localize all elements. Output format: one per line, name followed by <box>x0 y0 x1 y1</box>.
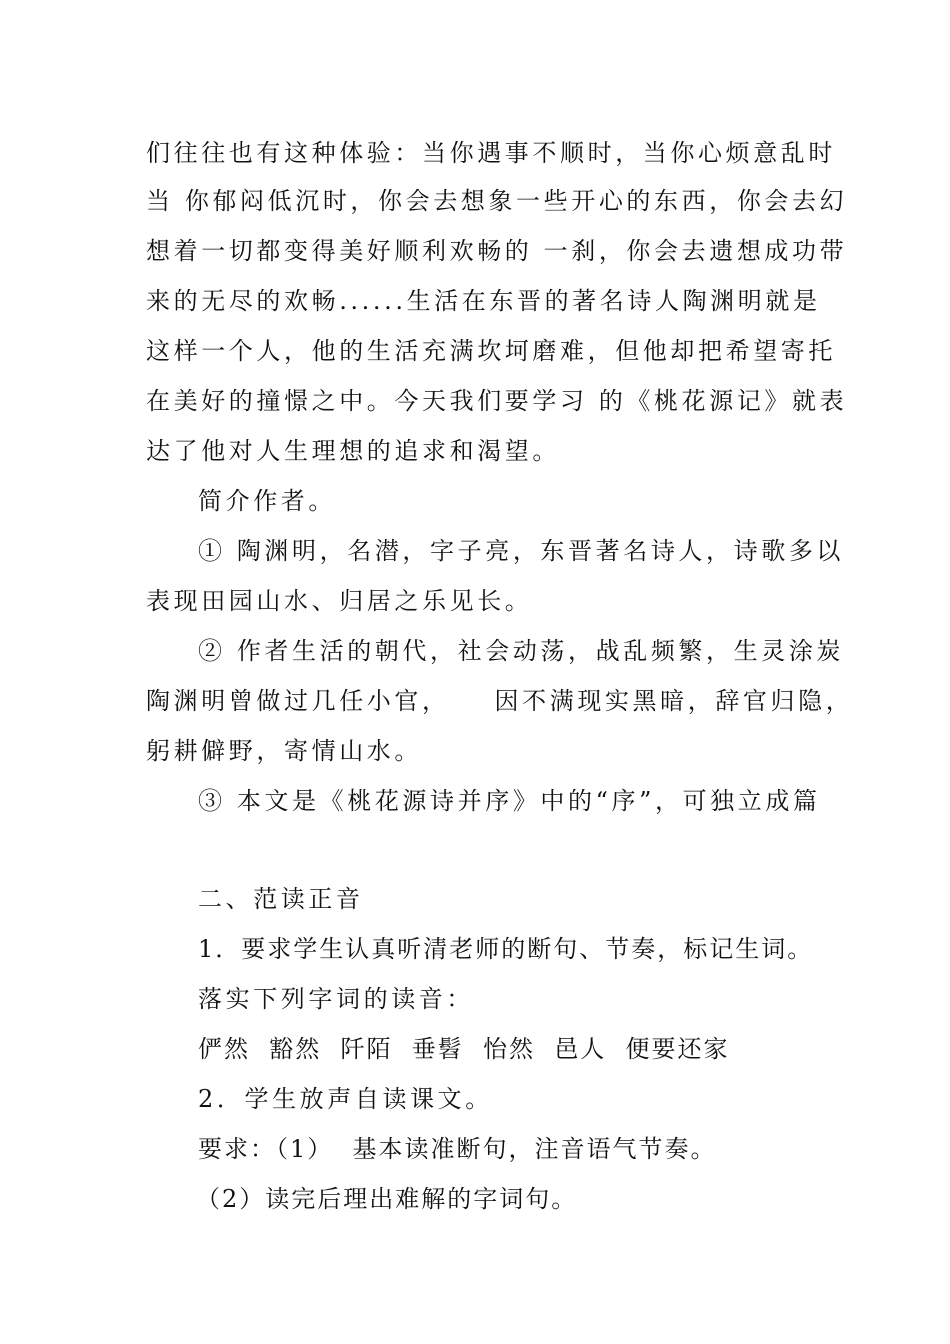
author-heading: 简介作者。 <box>198 487 336 515</box>
author-item-1-line-1: ① 陶渊明，名潜，字子亮，东晋著名诗人，诗歌多以 <box>198 537 845 565</box>
intro-line-2: 当 你郁闷低沉时，你会去想象一些开心的东西，你会去幻 <box>146 187 848 215</box>
intro-line-6: 在美好的撞憬之中。今天我们要学习 的《桃花源记》就表 <box>146 387 848 415</box>
intro-line-1: 们往往也有这种体验：当你遇事不顺时，当你心烦意乱时 <box>146 139 836 167</box>
requirement-1: 要求：（1） 基本读准断句，注音语气节奏。 <box>198 1135 717 1163</box>
author-item-3-line-1: ③ 本文是《桃花源诗并序》中的“序”，可独立成篇 <box>198 787 821 815</box>
author-item-2-line-2: 陶渊明曾做过几任小官， 因不满现实黑暗，辞官归隐， <box>146 687 854 715</box>
step-2: 2．学生放声自读课文。 <box>198 1085 493 1113</box>
section-2-heading: 二、范读正音 <box>198 885 364 913</box>
step-1: 1．要求学生认真听清老师的断句、节奏，标记生词。 <box>198 935 814 963</box>
vocab-list: 俨然 豁然 阡陌 垂髫 怡然 邑人 便要还家 <box>198 1035 730 1063</box>
author-item-2-line-3: 躬耕僻野，寄情山水。 <box>146 737 422 765</box>
intro-line-4: 来的无尽的欢畅......生活在东晋的著名诗人陶渊明就是 <box>146 287 821 315</box>
intro-line-3: 想着一切都变得美好顺利欢畅的 一刹，你会去遗想成功带 <box>146 237 848 265</box>
requirement-2: （2）读完后理出难解的字词句。 <box>196 1185 578 1213</box>
intro-line-5: 这样一个人，他的生活充满坎坷磨难，但他却把希望寄托 <box>146 337 836 365</box>
author-item-1-line-2: 表现田园山水、归居之乐见长。 <box>146 587 533 615</box>
step-1-sub: 落实下列字词的读音： <box>198 985 474 1013</box>
author-item-2-line-1: ② 作者生活的朝代，社会动荡，战乱频繁，生灵涂炭 <box>198 637 845 665</box>
intro-line-7: 达了他对人生理想的追求和渴望。 <box>146 437 560 465</box>
